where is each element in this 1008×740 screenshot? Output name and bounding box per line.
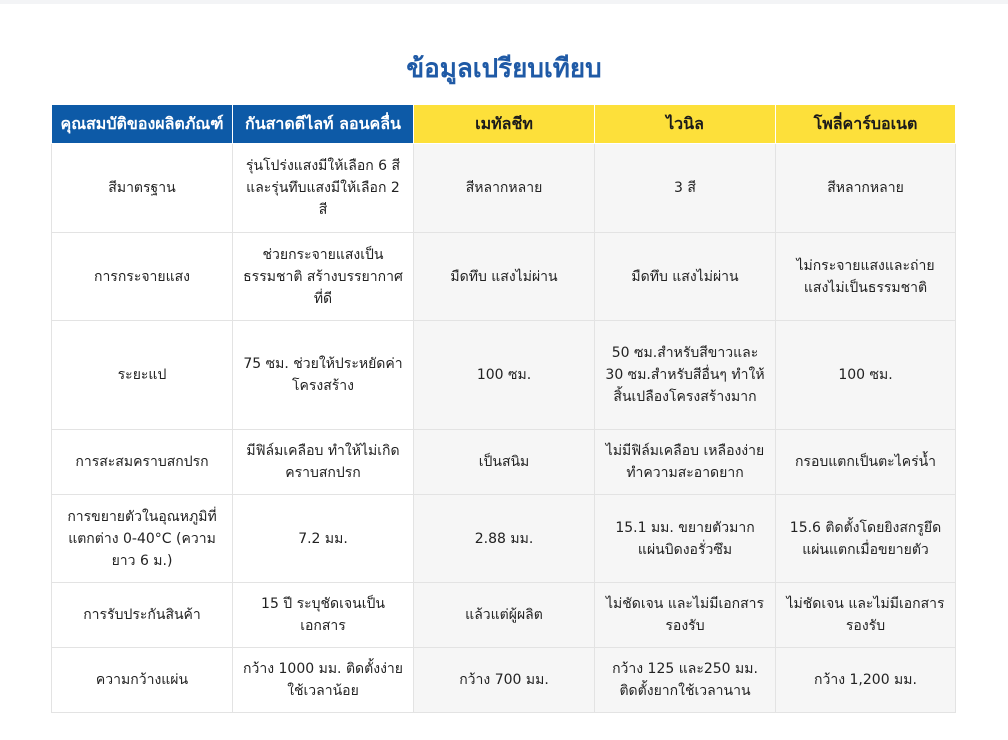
row-property-label: ระยะแป [52, 321, 233, 430]
cell-vinyl: ไม่มีฟิล์มเคลือบ เหลืองง่าย ทำความสะอาดยาก [595, 430, 776, 495]
cell-vinyl: 15.1 มม. ขยายตัวมาก แผ่นบิดงอรั่วซึม [595, 495, 776, 583]
table-row [52, 233, 956, 321]
cell-vinyl: กว้าง 125 และ250 มม. ติดตั้งยากใช้เวลานาน [595, 648, 776, 713]
cell-metal-sheet: เป็นสนิม [414, 430, 595, 495]
page-title: ข้อมูลเปรียบเทียบ [406, 54, 602, 84]
cell-metal-sheet: มืดทึบ แสงไม่ผ่าน [414, 233, 595, 321]
table-row [52, 144, 956, 233]
cell-delight: 7.2 มม. [233, 495, 414, 583]
row-property-label: การสะสมคราบสกปรก [52, 430, 233, 495]
cell-vinyl: มืดทึบ แสงไม่ผ่าน [595, 233, 776, 321]
table-row [52, 321, 956, 430]
row-property-label: สีมาตรฐาน [52, 144, 233, 233]
cell-polycarbonate: 100 ซม. [776, 321, 956, 430]
cell-metal-sheet: กว้าง 700 มม. [414, 648, 595, 713]
row-property-label: การขยายตัวในอุณหภูมิที่แตกต่าง 0-40°C (ความยาว 6 ม.) [52, 495, 233, 583]
cell-delight: 75 ซม. ช่วยให้ประหยัดค่าโครงสร้าง [233, 321, 414, 430]
cell-delight: รุ่นโปร่งแสงมีให้เลือก 6 สี และรุ่นทึบแสงมีให้เลือก 2 สี [233, 144, 414, 233]
cell-vinyl: 3 สี [595, 144, 776, 233]
header-delight: กันสาดดีไลท์ ลอนคลื่น [233, 105, 414, 144]
cell-vinyl: ไม่ชัดเจน และไม่มีเอกสารรองรับ [595, 583, 776, 648]
row-property-label: การรับประกันสินค้า [52, 583, 233, 648]
header-metal-sheet: เมทัลชีท [414, 105, 595, 144]
table-row [52, 583, 956, 648]
cell-delight: กว้าง 1000 มม. ติดตั้งง่าย ใช้เวลาน้อย [233, 648, 414, 713]
cell-polycarbonate: ไม่ชัดเจน และไม่มีเอกสารรองรับ [776, 583, 956, 648]
cell-polycarbonate: กรอบแตกเป็นตะไคร่น้ำ [776, 430, 956, 495]
cell-polycarbonate: 15.6 ติดตั้งโดยยิงสกรูยึด แผ่นแตกเมื่อขยายตัว [776, 495, 956, 583]
table-row [52, 430, 956, 495]
cell-vinyl: 50 ซม.สำหรับสีขาวและ 30 ซม.สำหรับสีอื่นๆ ทำให้สิ้นเปลืองโครงสร้างมาก [595, 321, 776, 430]
cell-delight: 15 ปี ระบุชัดเจนเป็นเอกสาร [233, 583, 414, 648]
row-property-label: การกระจายแสง [52, 233, 233, 321]
cell-delight: มีฟิล์มเคลือบ ทำให้ไม่เกิดคราบสกปรก [233, 430, 414, 495]
header-vinyl: ไวนิล [595, 105, 776, 144]
cell-metal-sheet: แล้วแต่ผู้ผลิต [414, 583, 595, 648]
table-row [52, 648, 956, 713]
cell-metal-sheet: 2.88 มม. [414, 495, 595, 583]
header-polycarbonate: โพลี่คาร์บอเนต [776, 105, 956, 144]
comparison-table [51, 104, 956, 713]
cell-polycarbonate: สีหลากหลาย [776, 144, 956, 233]
header-property: คุณสมบัติของผลิตภัณฑ์ [52, 105, 233, 144]
table-row [52, 495, 956, 583]
top-strip [0, 0, 1008, 4]
cell-polycarbonate: กว้าง 1,200 มม. [776, 648, 956, 713]
row-property-label: ความกว้างแผ่น [52, 648, 233, 713]
cell-metal-sheet: 100 ซม. [414, 321, 595, 430]
cell-polycarbonate: ไม่กระจายแสงและถ่ายแสงไม่เป็นธรรมชาติ [776, 233, 956, 321]
cell-metal-sheet: สีหลากหลาย [414, 144, 595, 233]
cell-delight: ช่วยกระจายแสงเป็นธรรมชาติ สร้างบรรยากาศที่ดี [233, 233, 414, 321]
table-header-row [52, 105, 956, 144]
